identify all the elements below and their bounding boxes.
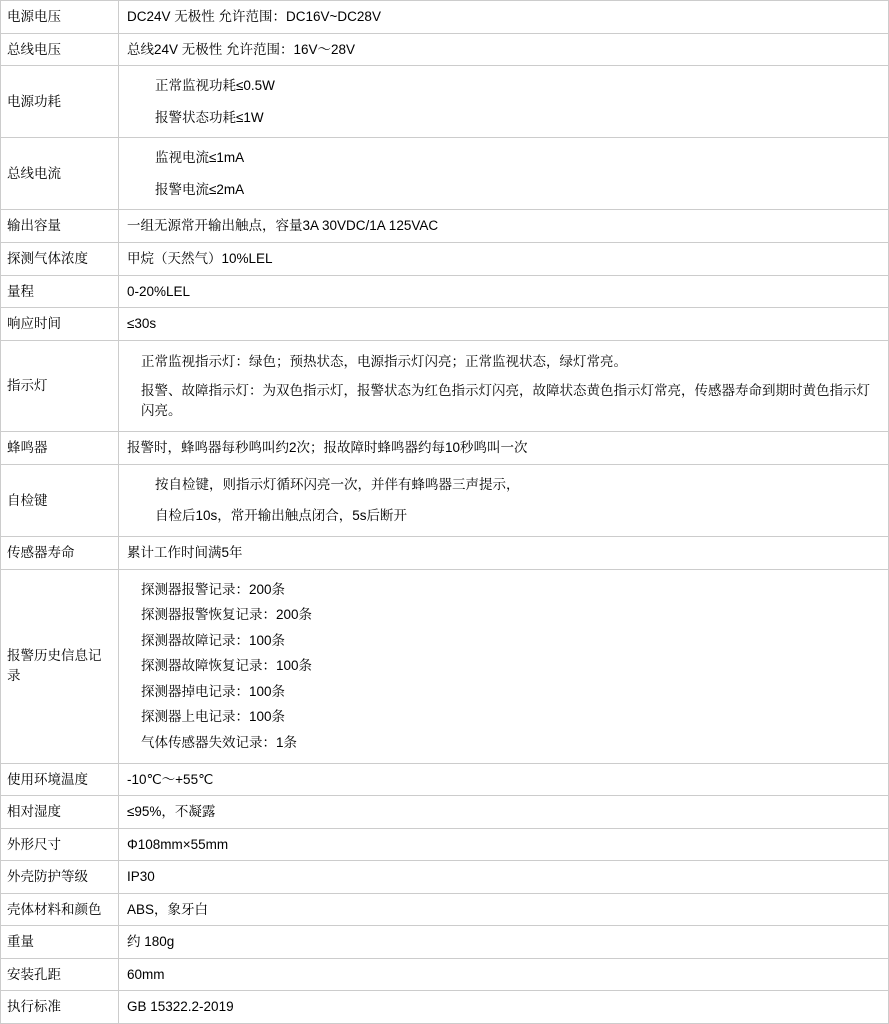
spec-value: 甲烷（天然气）10%LEL — [119, 242, 889, 275]
table-row — [1, 242, 889, 275]
table-row — [1, 210, 889, 243]
table-row — [1, 828, 889, 861]
spec-label: 总线电流 — [1, 138, 119, 210]
table-row — [1, 138, 889, 210]
spec-label: 探测气体浓度 — [1, 242, 119, 275]
spec-value: -10℃～+55℃ — [119, 763, 889, 796]
spec-value: 一组无源常开输出触点，容量3A 30VDC/1A 125VAC — [119, 210, 889, 243]
spec-value-line: 报警状态功耗≤1W — [155, 109, 264, 125]
spec-label: 报警历史信息记录 — [1, 569, 119, 763]
table-row — [1, 340, 889, 432]
spec-value-line: 正常监视功耗≤0.5W — [155, 78, 275, 94]
spec-value-line: 自检后10s，常开输出触点闭合，5s后断开 — [155, 508, 408, 524]
spec-value: GB 15322.2-2019 — [119, 991, 889, 1024]
spec-value-line: 探测器报警记录：200条 — [141, 581, 286, 597]
spec-value: 60mm — [119, 958, 889, 991]
spec-value-line: 探测器上电记录：100条 — [141, 709, 286, 725]
table-row — [1, 926, 889, 959]
spec-label: 相对湿度 — [1, 796, 119, 829]
spec-value: 0-20%LEL — [119, 275, 889, 308]
spec-label: 外壳防护等级 — [1, 861, 119, 894]
spec-value-lines — [127, 347, 882, 426]
spec-value: ≤95%，不凝露 — [119, 796, 889, 829]
table-row — [1, 958, 889, 991]
spec-label: 量程 — [1, 275, 119, 308]
spec-label: 传感器寿命 — [1, 537, 119, 570]
spec-value-line: 探测器报警恢复记录：200条 — [141, 607, 313, 623]
spec-label: 重量 — [1, 926, 119, 959]
spec-value — [119, 464, 889, 536]
spec-label: 电源功耗 — [1, 66, 119, 138]
spec-label: 输出容量 — [1, 210, 119, 243]
table-row — [1, 66, 889, 138]
table-row — [1, 893, 889, 926]
spec-value: 总线24V 无极性 允许范围：16V～28V — [119, 33, 889, 66]
table-row — [1, 861, 889, 894]
spec-value-line: 探测器掉电记录：100条 — [141, 683, 286, 699]
spec-value-line: 气体传感器失效记录：1条 — [141, 734, 298, 750]
spec-value-line: 探测器故障记录：100条 — [141, 632, 286, 648]
spec-value: ≤30s — [119, 308, 889, 341]
spec-value — [119, 66, 889, 138]
spec-value: 约 180g — [119, 926, 889, 959]
spec-value: IP30 — [119, 861, 889, 894]
spec-label: 执行标准 — [1, 991, 119, 1024]
spec-value-line: 按自检键，则指示灯循环闪亮一次，并伴有蜂鸣器三声提示， — [155, 476, 520, 492]
spec-label: 电源电压 — [1, 1, 119, 34]
table-row — [1, 33, 889, 66]
spec-label: 响应时间 — [1, 308, 119, 341]
spec-value: Φ108mm×55mm — [119, 828, 889, 861]
table-row — [1, 763, 889, 796]
spec-value — [119, 569, 889, 763]
spec-value-line: 正常监视指示灯：绿色；预热状态，电源指示灯闪亮；正常监视状态，绿灯常亮。 — [141, 353, 627, 369]
table-row — [1, 275, 889, 308]
table-row — [1, 569, 889, 763]
table-row — [1, 1, 889, 34]
spec-value: 报警时，蜂鸣器每秒鸣叫约2次；报故障时蜂鸣器约每10秒鸣叫一次 — [119, 432, 889, 465]
table-row — [1, 308, 889, 341]
spec-label: 安装孔距 — [1, 958, 119, 991]
spec-value-line: 报警、故障指示灯：为双色指示灯，报警状态为红色指示灯闪亮，故障状态黄色指示灯常亮，传感器寿命到期时黄色指示灯闪亮。 — [141, 383, 870, 418]
spec-value-line: 监视电流≤1mA — [155, 150, 245, 166]
spec-value-line: 报警电流≤2mA — [155, 181, 245, 197]
table-row — [1, 991, 889, 1024]
spec-label: 使用环境温度 — [1, 763, 119, 796]
spec-value — [119, 340, 889, 432]
spec-value-lines — [127, 576, 882, 757]
spec-label: 自检键 — [1, 464, 119, 536]
spec-value: ABS，象牙白 — [119, 893, 889, 926]
spec-value: 累计工作时间满5年 — [119, 537, 889, 570]
table-row — [1, 796, 889, 829]
spec-value — [119, 138, 889, 210]
spec-value-lines — [127, 471, 882, 530]
spec-label: 指示灯 — [1, 340, 119, 432]
specification-table-body — [1, 1, 889, 1024]
spec-label: 外形尺寸 — [1, 828, 119, 861]
spec-label: 蜂鸣器 — [1, 432, 119, 465]
table-row — [1, 537, 889, 570]
spec-value-line: 探测器故障恢复记录：100条 — [141, 658, 313, 674]
spec-label: 壳体材料和颜色 — [1, 893, 119, 926]
spec-value: DC24V 无极性 允许范围：DC16V~DC28V — [119, 1, 889, 34]
table-row — [1, 432, 889, 465]
spec-label: 总线电压 — [1, 33, 119, 66]
table-row — [1, 464, 889, 536]
spec-value-lines — [127, 72, 882, 131]
spec-value-lines — [127, 144, 882, 203]
